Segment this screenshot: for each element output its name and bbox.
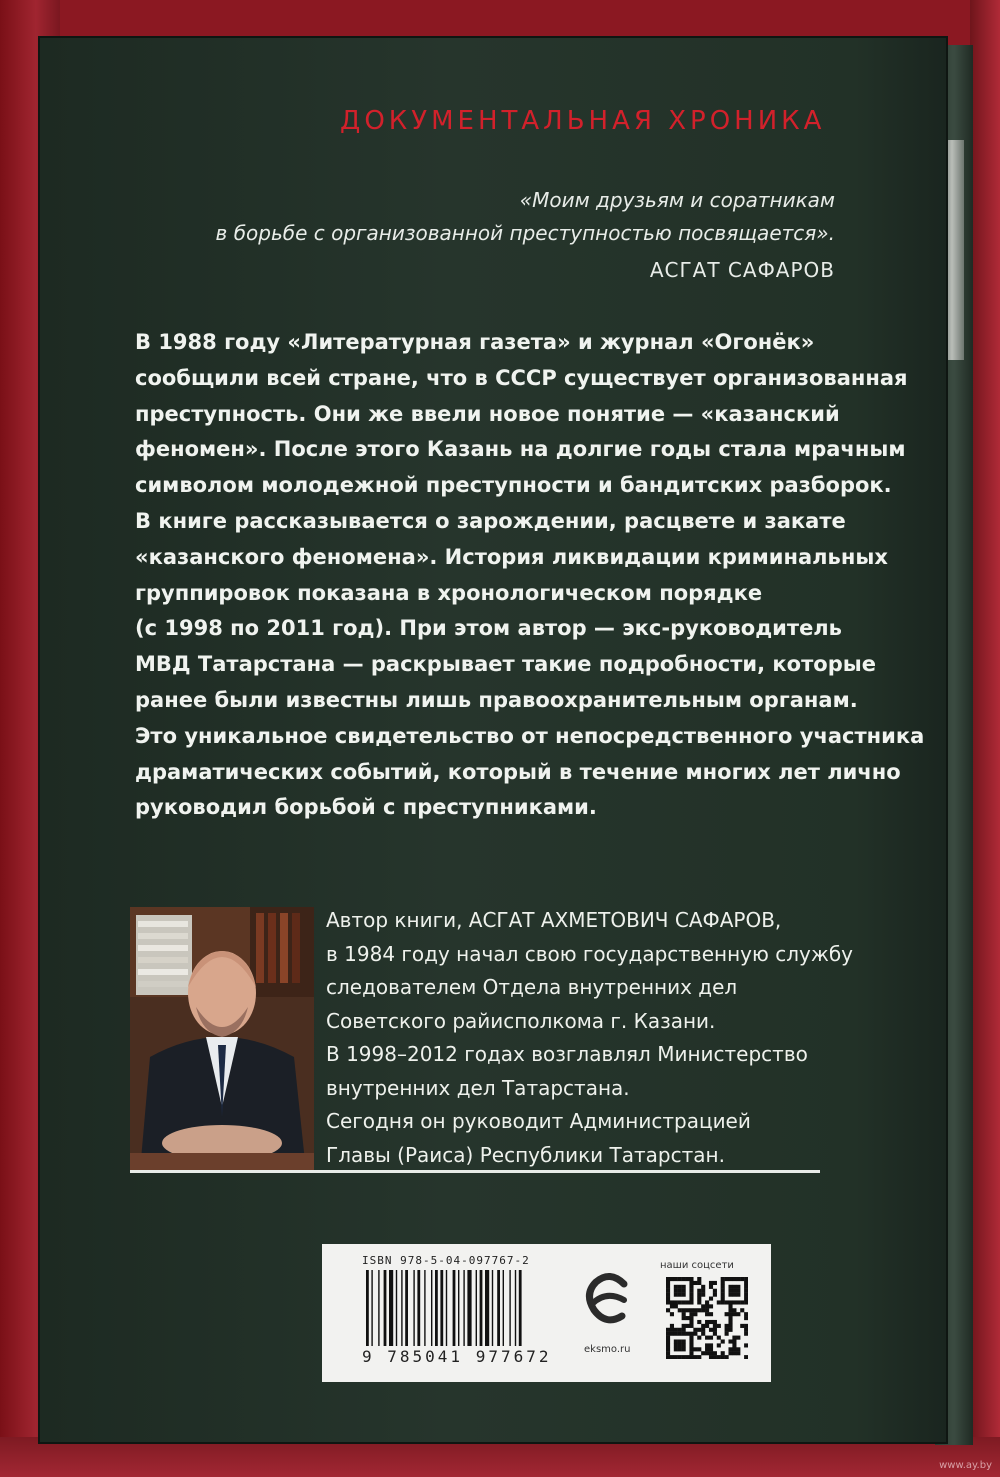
bio-line: следователем Отдела внутренних дел [326,975,738,999]
description-line: (с 1998 по 2011 год). При этом автор — экс-руководитель [135,616,842,641]
description-line: символом молодежной преступности и бандитских разборок. [135,473,892,498]
epigraph-line: в борьбе с организованной преступностью посвящается». [215,221,835,245]
author-photo-image [130,907,314,1171]
background-right [970,0,1000,1477]
description-line: феномен». После этого Казань на долгие годы стала мрачным [135,437,906,462]
epigraph-author: АСГАТ САФАРОВ [649,258,835,282]
description-line: ранее были известны лишь правоохранительным органам. [135,687,858,712]
description-line: В 1988 году «Литературная газета» и журнал «Огонёк» [135,330,815,354]
description-line: МВД Татарстана — раскрывает такие подробности, которые [135,652,876,677]
bio-line: в 1984 году начал свою государственную службу [326,941,854,966]
author-photo [130,907,314,1171]
description-line: преступность. Они же ввели новое понятие — «казанский [135,401,840,426]
description-line: Это уникальное свидетельство от непосредственного участника [135,723,925,748]
description-line: В книге рассказывается о зарождении, расцвете и закате [135,508,846,533]
barcode [366,1270,556,1346]
series-title: ДОКУМЕНТАЛЬНАЯ ХРОНИКА [340,106,826,136]
description-line: руководил борьбой с преступниками. [135,795,597,820]
bio-line: В 1998–2012 годах возглавлял Министерство [326,1042,808,1066]
publisher-label: eksmo.ru [584,1344,631,1355]
book-description [135,325,925,826]
author-bio [326,904,854,1172]
epigraph [135,184,835,250]
description-line: группировок показана в хронологическом порядке [135,580,763,605]
divider-line [130,1170,820,1173]
qr-code-icon[interactable] [666,1277,748,1359]
description-line: сообщили всей стране, что в СССР существует организованная [135,365,908,390]
bio-line: Главы (Раиса) Республики Татарстан. [326,1142,725,1167]
watermark: www.ay.by [939,1460,992,1471]
bio-line: Автор книги, АСГАТ АХМЕТОВИЧ САФАРОВ, [326,908,782,932]
bio-line: Советского райисполкома г. Казани. [326,1008,716,1033]
bio-line: Сегодня он руководит Администрацией [326,1109,751,1133]
description-line: драматических событий, который в течение многих лет лично [135,759,901,784]
description-line: «казанского феномена». История ликвидации криминальных [135,544,888,569]
isbn-text: ISBN 978-5-04-097767-2 [362,1254,530,1267]
epigraph-line: «Моим друзьям и соратникам [519,188,835,212]
bio-line: внутренних дел Татарстана. [326,1075,630,1100]
eksmo-logo-icon [580,1264,636,1340]
barcode-digits: 9 785041 977672 [362,1347,552,1366]
barcode-panel [322,1244,771,1382]
qr-caption: наши соцсети [660,1260,734,1271]
